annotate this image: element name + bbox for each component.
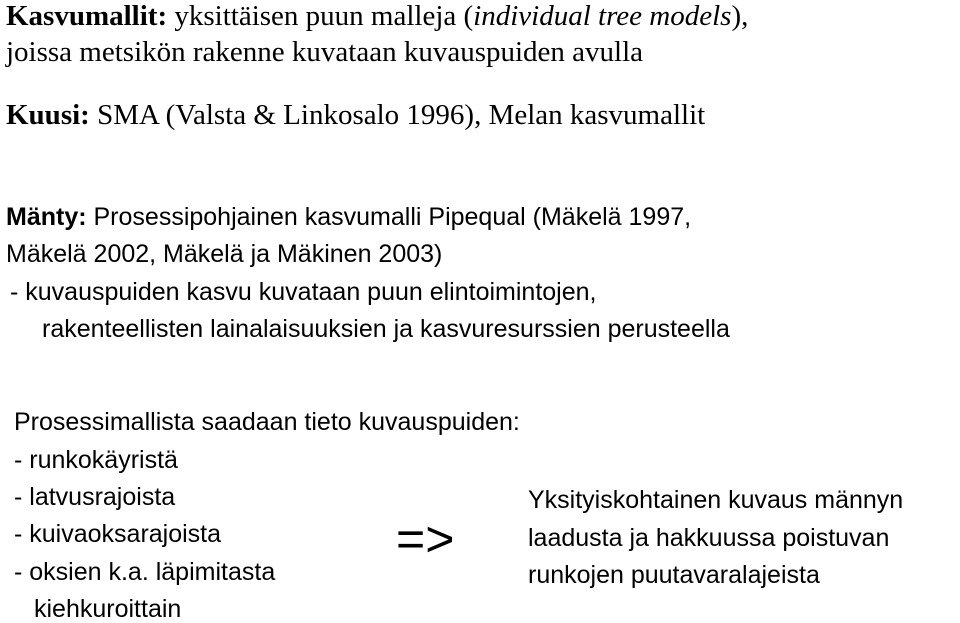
manty-text: Prosessipohjainen kasvumalli Pipequal (Mäkelä 1997, — [86, 203, 692, 231]
kuusi-text: SMA (Valsta & Linkosalo 1996), Melan kasvumallit — [89, 99, 706, 131]
kasvumallit-italic: individual tree models — [473, 0, 732, 32]
manty-label: Mänty: — [6, 203, 87, 231]
result-line-1: Yksityiskohtainen kuvaus männyn — [528, 486, 904, 514]
manty-line-2: Mäkelä 2002, Mäkelä ja Mäkinen 2003) — [6, 240, 443, 268]
kasvumallit-line-2: joissa metsikön rakenne kuvataan kuvauspuiden avulla — [6, 36, 644, 68]
prosessimalli-item-1: - runkokäyristä — [14, 446, 178, 474]
prosessimalli-item-2: - latvusrajoista — [14, 483, 176, 511]
kasvumallit-text-end: ), — [731, 0, 749, 32]
manty-line-1 — [6, 205, 691, 230]
result-line-3: runkojen puutavaralajeista — [528, 561, 820, 589]
manty-line-4: rakenteellisten lainalaisuuksien ja kasvuresurssien perusteella — [42, 315, 730, 343]
result-line-2: laadusta ja hakkuussa poistuvan — [528, 524, 890, 552]
prosessimalli-item-3: - kuivaoksarajoista — [14, 520, 222, 548]
kasvumallit-text: yksittäisen puun malleja ( — [167, 0, 474, 32]
kuusi-label: Kuusi: — [6, 99, 90, 131]
kasvumallit-line-1 — [6, 2, 748, 31]
manty-line-3: - kuvauspuiden kasvu kuvataan puun elintoimintojen, — [10, 278, 597, 306]
implies-arrow: => — [396, 511, 455, 567]
kasvumallit-label: Kasvumallit: — [6, 0, 168, 32]
prosessimalli-item-4: - oksien k.a. läpimitasta — [14, 558, 276, 586]
kuusi-line — [6, 101, 705, 130]
prosessimalli-heading: Prosessimallista saadaan tieto kuvauspuiden: — [14, 408, 520, 436]
prosessimalli-item-5: kiehkuroittain — [34, 595, 182, 623]
